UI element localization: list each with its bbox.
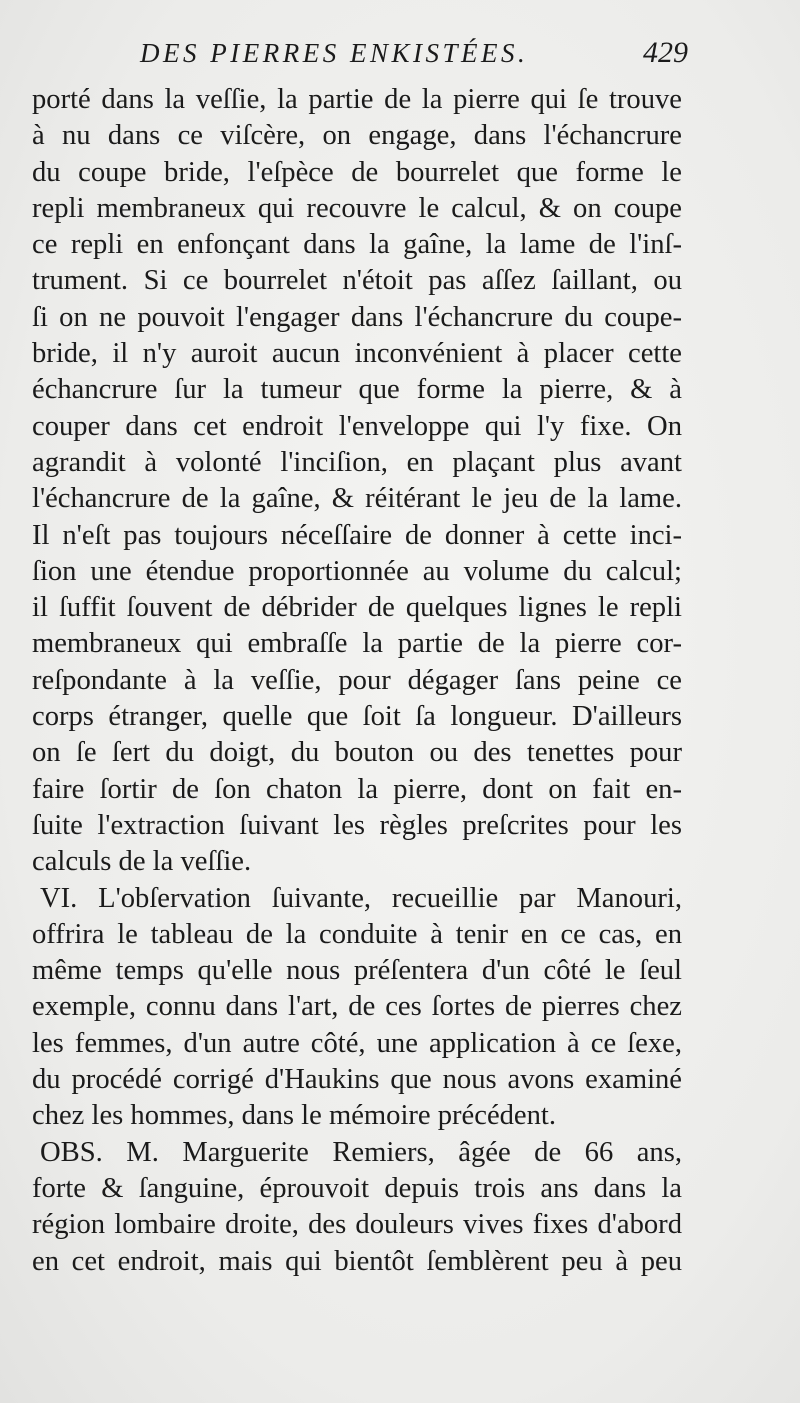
- text-line: ce repli en enfonçant dans la gaîne, la lame de l'inſ-: [32, 229, 682, 261]
- text-line: agrandit à volonté l'inciſion, en plaçant plus avant: [32, 446, 682, 478]
- text-line: on ſe ſert du doigt, du bouton ou des tenettes pour: [32, 737, 682, 769]
- observation-start-line: OBS. M. Marguerite Remiers, âgée de 66 ans,: [40, 1136, 682, 1168]
- text-line: ſion une étendue proportionnée au volume du calcul;: [32, 555, 682, 587]
- text-line: membraneux qui embraſſe la partie de la pierre cor-: [32, 628, 682, 660]
- text-line: l'échancrure de la gaîne, & réitérant le jeu de la lame.: [32, 483, 682, 515]
- text-line: corps étranger, quelle que ſoit ſa longueur. D'ailleurs: [32, 701, 682, 733]
- text-line: forte & ſanguine, éprouvoit depuis trois ans dans la: [32, 1172, 682, 1204]
- text-line: trument. Si ce bourrelet n'étoit pas aſſez ſaillant, ou: [32, 265, 682, 297]
- text-line: porté dans la veſſie, la partie de la pierre qui ſe trouve: [32, 84, 682, 115]
- text-line: région lombaire droite, des douleurs vives fixes d'abord: [32, 1209, 682, 1241]
- text-line: couper dans cet endroit l'enveloppe qui l'y fixe. On: [32, 410, 682, 442]
- text-line: il ſuffit ſouvent de débrider de quelques lignes le repli: [32, 592, 682, 624]
- text-line: repli membraneux qui recouvre le calcul, & on coupe: [32, 192, 682, 224]
- paragraph-end-line: calculs de la veſſie.: [32, 846, 252, 878]
- text-line: même temps qu'elle nous préſentera d'un côté le ſeul: [32, 955, 682, 987]
- text-line: bride, il n'y auroit aucun inconvénient à placer cette: [32, 338, 682, 370]
- text-line: à nu dans ce viſcère, on engage, dans l'échancrure: [32, 120, 682, 152]
- text-line: en cet endroit, mais qui bientôt ſemblèrent peu à peu: [32, 1245, 682, 1277]
- page-number: 429: [643, 36, 688, 69]
- running-head: DES PIERRES ENKISTÉES.: [140, 38, 529, 68]
- text-line: Il n'eſt pas toujours néceſſaire de donner à cette inci-: [32, 519, 682, 551]
- text-line: ſuite l'extraction ſuivant les règles preſcrites pour les: [32, 809, 682, 841]
- text-line: les femmes, d'un autre côté, une application à ce ſexe,: [32, 1027, 682, 1059]
- text-line: faire ſortir de ſon chaton la pierre, dont on fait en-: [32, 773, 682, 805]
- text-line: ſi on ne pouvoit l'engager dans l'échancrure du coupe-: [32, 301, 682, 333]
- paragraph-end-line: chez les hommes, dans le mémoire précédent.: [32, 1100, 557, 1132]
- text-line: du procédé corrigé d'Haukins que nous avons examiné: [32, 1064, 682, 1096]
- text-line: reſpondante à la veſſie, pour dégager ſans peine ce: [32, 664, 682, 696]
- text-line: offrira le tableau de la conduite à tenir en ce cas, en: [32, 918, 682, 950]
- section-start-line: VI. L'obſervation ſuivante, recueillie par Manouri,: [40, 882, 682, 914]
- text-line: du coupe bride, l'eſpèce de bourrelet que forme le: [32, 156, 682, 188]
- page-header: [130, 38, 690, 78]
- text-line: échancrure ſur la tumeur que forme la pierre, & à: [32, 374, 682, 406]
- body-text: [32, 82, 682, 1280]
- text-line: exemple, connu dans l'art, de ces ſortes de pierres chez: [32, 991, 682, 1023]
